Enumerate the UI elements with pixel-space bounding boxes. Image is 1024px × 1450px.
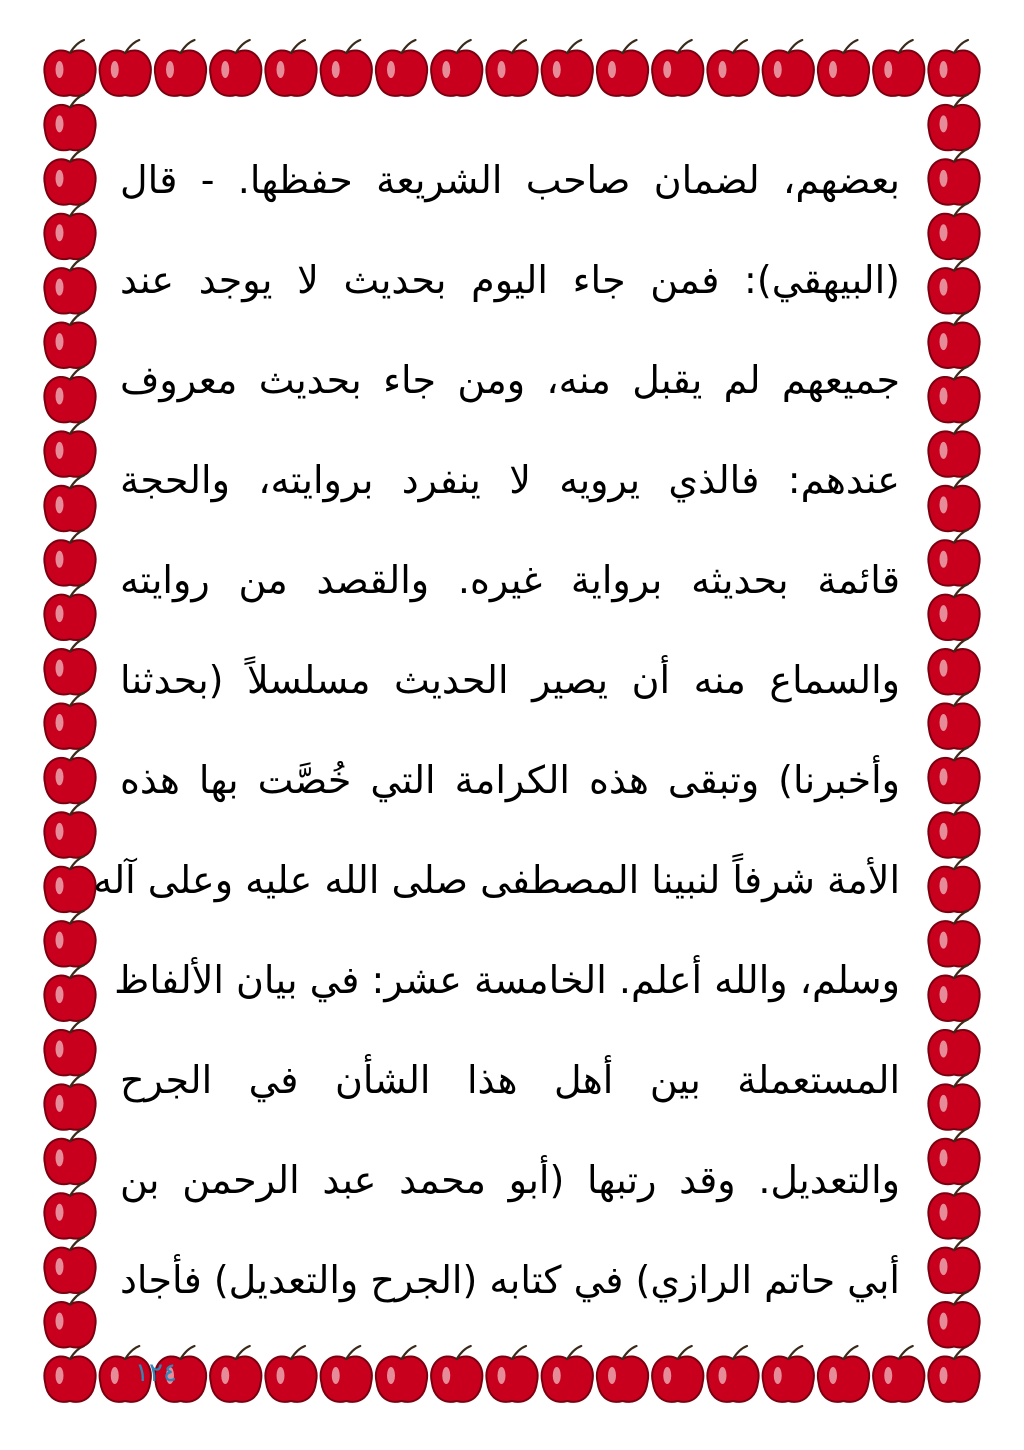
apple-icon <box>44 802 95 858</box>
apple-icon <box>928 203 979 259</box>
text-line-3: جميعهم لم يقبل منه، ومن جاء بحديث معروف <box>120 358 900 402</box>
text-line-6: والسماع منه أن يصير الحديث مسلسلاً (بحدثنا <box>120 658 900 702</box>
text-line-4: عندهم: فالذي يرويه لا ينفرد بروايته، والحجة <box>120 458 900 502</box>
apple-icon <box>44 530 95 586</box>
apple-icon <box>44 1128 95 1184</box>
apple-icon <box>44 40 95 96</box>
text-line-10: المستعملة بين أهل هذا الشأن في الجرح <box>120 1058 900 1102</box>
apple-icon <box>707 40 758 96</box>
apple-icon <box>928 1020 979 1076</box>
apple-icon <box>928 312 979 368</box>
text-line-12: أبي حاتم الرازي) في كتابه (الجرح والتعديل) فأجاد <box>120 1258 900 1302</box>
apple-icon <box>873 40 924 96</box>
apple-icon <box>44 1074 95 1130</box>
apple-icon <box>928 1074 979 1130</box>
apple-icon <box>928 1237 979 1293</box>
apple-icon <box>928 367 979 423</box>
text-line-9: وسلم، والله أعلم. الخامسة عشر: في بيان الألفاظ <box>114 958 900 1002</box>
apple-icon <box>155 40 206 96</box>
text-line-1: بعضهم، لضمان صاحب الشريعة حفظها. - قال <box>120 158 900 202</box>
apple-icon <box>44 203 95 259</box>
apple-icon <box>928 856 979 912</box>
apple-icon <box>597 40 648 96</box>
page-number: ١٢٤ <box>135 1358 177 1388</box>
apple-icon <box>928 639 979 695</box>
apple-icon <box>928 747 979 803</box>
apple-icon <box>928 1292 979 1348</box>
apple-icon <box>265 40 316 96</box>
apple-icon <box>44 367 95 423</box>
apple-icon <box>928 530 979 586</box>
apple-icon <box>44 584 95 640</box>
apple-icon <box>928 94 979 150</box>
apple-icon <box>542 40 593 96</box>
apple-icon <box>44 1292 95 1348</box>
apple-icon <box>928 258 979 314</box>
apple-icon <box>44 1183 95 1239</box>
apple-icon <box>44 312 95 368</box>
apple-icon <box>652 40 703 96</box>
apple-icon <box>44 94 95 150</box>
apple-icon <box>44 421 95 477</box>
apple-icon <box>44 693 95 749</box>
apple-icon <box>928 911 979 967</box>
apple-icon <box>928 965 979 1021</box>
apple-icon <box>376 40 427 96</box>
apple-icon <box>928 1183 979 1239</box>
apple-icon <box>928 693 979 749</box>
text-line-5: قائمة بحديثه برواية غيره. والقصد من روايته <box>120 558 900 602</box>
apple-icon <box>928 475 979 531</box>
apple-icon <box>44 747 95 803</box>
apple-icon <box>928 1128 979 1184</box>
apple-icon <box>44 1346 95 1402</box>
apple-icon <box>44 856 95 912</box>
text-line-7: وأخبرنا) وتبقى هذه الكرامة التي خُصَّت بها هذه <box>120 758 900 802</box>
apple-icon <box>100 40 151 96</box>
apple-icon <box>763 40 814 96</box>
apple-icon <box>210 40 261 96</box>
apple-icon <box>928 584 979 640</box>
apple-icon <box>44 639 95 695</box>
apple-icon <box>818 40 869 96</box>
apple-icon <box>928 421 979 477</box>
text-line-2: (البيهقي): فمن جاء اليوم بحديث لا يوجد عند <box>120 258 900 302</box>
text-line-11: والتعديل. وقد رتبها (أبو محمد عبد الرحمن بن <box>120 1158 900 1202</box>
apple-icon <box>44 1237 95 1293</box>
apple-icon <box>928 149 979 205</box>
apple-icon <box>321 40 372 96</box>
apple-icon <box>44 475 95 531</box>
apple-icon <box>928 40 979 96</box>
apple-icon <box>928 1346 979 1402</box>
body-text <box>93 130 900 1370</box>
apple-icon <box>44 149 95 205</box>
apple-icon <box>431 40 482 96</box>
apple-icon <box>44 911 95 967</box>
apple-icon <box>44 258 95 314</box>
apple-icon <box>44 965 95 1021</box>
apple-icon <box>44 1020 95 1076</box>
apple-icon <box>928 802 979 858</box>
text-line-8: الأمة شرفاً لنبينا المصطفى صلى الله عليه وعلى آله <box>93 858 900 902</box>
apple-icon <box>486 40 537 96</box>
